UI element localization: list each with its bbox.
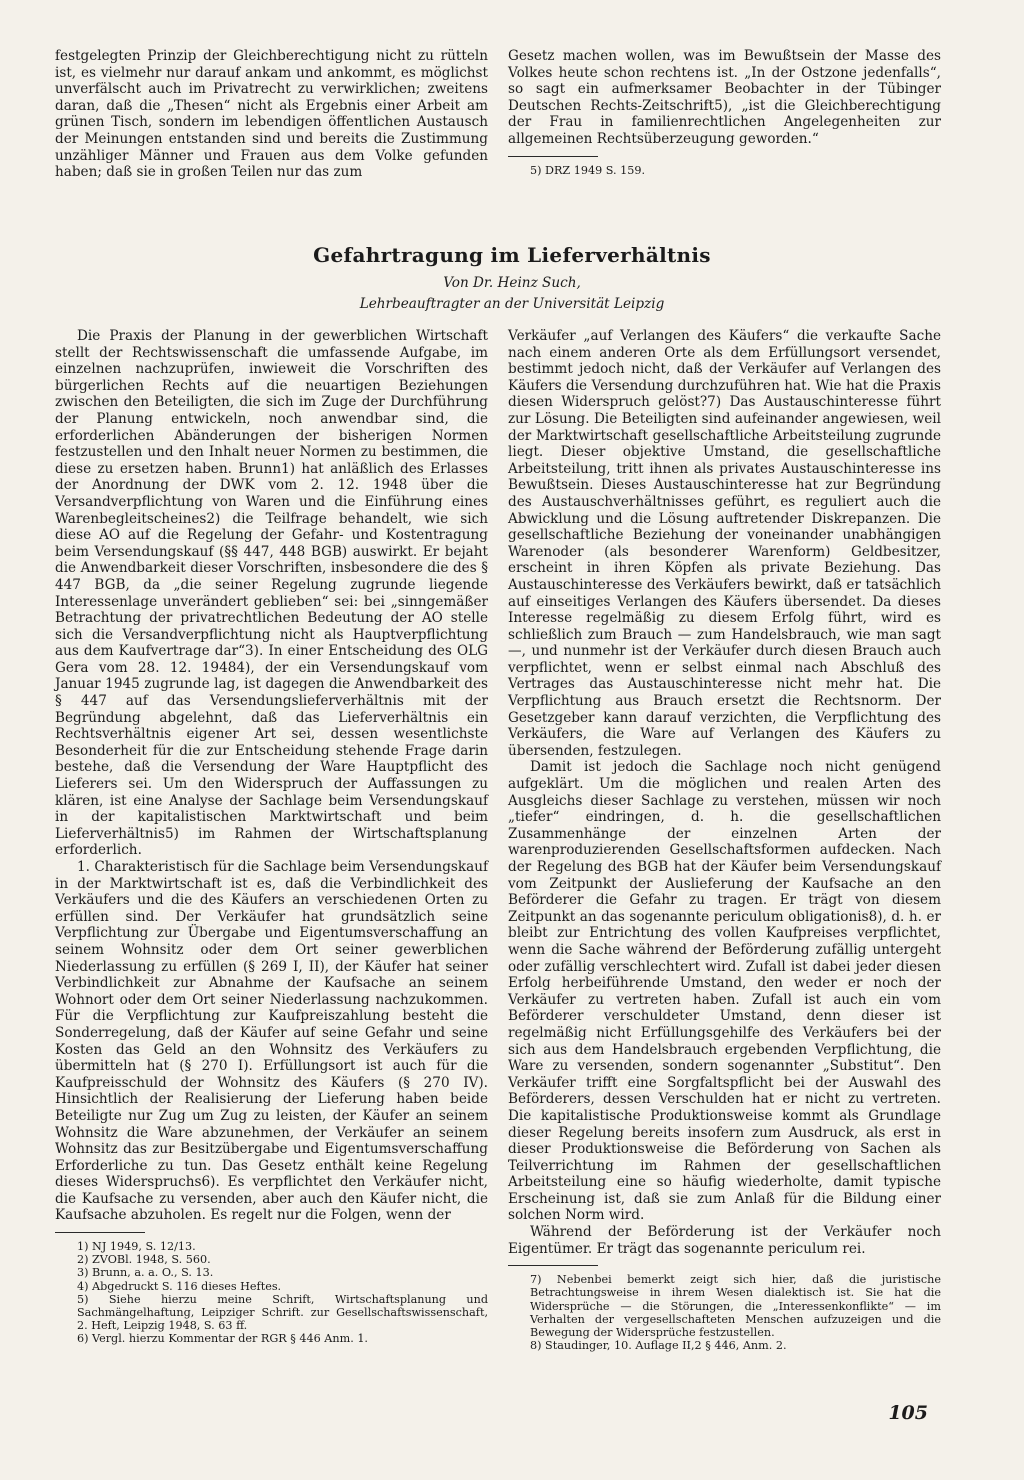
- continuation-left-paragraph: festgelegten Prinzip der Gleichberechtigung nicht zu rütteln ist, es vielmehr nur darauf ankam und ankommt, es möglichst unverfälscht auch im Privatrecht zu verwirklichen; zweitens daran, daß die „Thesen“ nicht als Ergebnis einer Arbeit am grünen Tisch, sondern im lebendigen öffentlichen Austausch der Meinungen entstanden sind und bereits die Zustimmung unzähliger Männer und Frauen aus dem Volke gefunden haben; daß sie in großen Teilen nur das zum: [55, 48, 488, 181]
- footnote: 2) ZVOBl. 1948, S. 560.: [77, 1253, 211, 1267]
- footnote: 8) Staudinger, 10. Auflage II,2 § 446, Anm. 2.: [530, 1339, 787, 1353]
- article-affiliation: Lehrbeauftragter an der Universität Leipzig: [359, 296, 665, 312]
- page-number: 105: [888, 1402, 928, 1424]
- footnote: 3) Brunn, a. a. O., S. 13.: [77, 1266, 214, 1280]
- footnote-divider: [55, 1232, 145, 1233]
- footnote: 1) NJ 1949, S. 12/13.: [77, 1240, 196, 1254]
- continuation-right-paragraph: Gesetz machen wollen, was im Bewußtsein der Masse des Volkes heute schon rechtens ist. „In der Ostzone jedenfalls“, so sagt ein aufmerksamer Beobachter in der Tübinger Deutschen Rechts-Zeitschrift5), „ist die Gleichberechtigung der Frau in familienrechtlichen Angelegenheiten zur allgemeinen Rechtsüberzeugung geworden.“: [508, 48, 941, 147]
- body-paragraph: Damit ist jedoch die Sachlage noch nicht genügend aufgeklärt. Um die möglichen und realen Arten des Ausgleichs dieser Sachlage zu verstehen, müssen wir noch „tiefer“ eindringen, d. h. die gesellschaftlichen Zusammenhänge der einzelnen Arten der warenproduzierenden Gesellschaftsformen aufdecken. Nach der Regelung des BGB hat der Käufer beim Versendungskauf vom Zeitpunkt der Auslieferung der Kaufsache an den Beförderer die Gefahr zu tragen. Er trägt von diesem Zeitpunkt an das sogenannte periculum obligationis8), d. h. er bleibt zur Entrichtung des vollen Kaufpreises verpflichtet, wenn die Sache während der Beförderung zufällig untergeht oder zufällig verschlechtert wird. Zufall ist dabei jeder diesen Erfolg herbeiführende Umstand, den weder er noch der Verkäufer zu vertreten haben. Zufall ist auch ein vom Beförderer verschuldeter Umstand, denn dieser ist regelmäßig nicht Erfüllungsgehilfe des Verkäufers bei der sich aus dem Handelsbrauch ergebenden Verpflichtung, die Ware zu versenden, sondern sogenannter „Substitut“. Den Verkäufer trifft eine Sorgfaltspflicht bei der Auswahl des Beförderers, dessen Verschulden hat er nicht zu vertreten. Die kapitalistische Produktionsweise kommt als Grundlage dieser Regelung bereits insofern zum Ausdruck, als erst in dieser Produktionsweise die Beförderung von Sachen als Teilverrichtung im Rahmen der gesellschaftlichen Arbeitsteilung eine so häufig wiederholte, damit typische Erscheinung ist, daß sie zum Anlaß für die Bildung einer solchen Norm wird.: [508, 759, 941, 1224]
- body-paragraph: 1. Charakteristisch für die Sachlage beim Versendungskauf in der Marktwirtschaft ist es, daß die Verbindlichkeit des Verkäufers und die des Käufers an verschiedenen Orten zu erfüllen sind. Der Verkäufer hat grundsätzlich seine Verpflichtung zur Übergabe und Eigentumsverschaffung an seinem Wohnsitz oder dem Ort seiner gewerblichen Niederlassung zu erfüllen (§ 269 I, II), der Käufer hat seiner Verbindlichkeit zur Abnahme der Kaufsache an seinem Wohnort oder dem Ort seiner Niederlassung nachzukommen. Für die Verpflichtung zur Kaufpreiszahlung besteht die Sonderregelung, daß der Käufer auf seine Gefahr und seine Kosten das Geld an den Wohnsitz des Verkäufers zu übermitteln hat (§ 270 I). Erfüllungsort ist auch für die Kaufpreisschuld der Wohnsitz des Käufers (§ 270 IV). Hinsichtlich der Realisierung der Lieferung haben beide Beteiligte nur Zug um Zug zu leisten, der Käufer an seinem Wohnsitz die Ware abzunehmen, der Verkäufer an seinem Wohnsitz das zur Besitzübergabe und Eigentumsverschaffung Erforderliche zu tun. Das Gesetz enthält keine Regelung dieses Widerspruchs6). Es verpflichtet den Verkäufer nicht, die Kaufsache zu versenden, aber auch den Käufer nicht, die Kaufsache abzuholen. Es regelt nur die Folgen, wenn der: [55, 859, 488, 1224]
- footnote: 6) Vergl. hierzu Kommentar der RGR § 446 Anm. 1.: [77, 1332, 368, 1346]
- body-paragraph: Die Praxis der Planung in der gewerblichen Wirtschaft stellt der Rechtswissenschaft die umfassende Aufgabe, im einzelnen nachzuprüfen, inwieweit die Vorschriften des bürgerlichen Rechts auf die neuartigen Beziehungen zwischen den Beteiligten, die sich im Zuge der Durchführung der Planung entwickeln, noch anwendbar sind, die erforderlichen Abänderungen der bisherigen Normen festzustellen und den Inhalt neuer Normen zu bestimmen, die diese zu ersetzen haben. Brunn1) hat anläßlich des Erlasses der Anordnung der DWK vom 2. 12. 1948 über die Versandverpflichtung von Waren und die Einführung eines Warenbegleitscheines2) die Teilfrage behandelt, wie sich diese AO auf die Regelung der Gefahr- und Kostentragung beim Versendungskauf (§§ 447, 448 BGB) auswirkt. Er bejaht die Anwendbarkeit dieser Vorschriften, insbesondere die des § 447 BGB, da „die seiner Regelung zugrunde liegende Interessenlage unverändert geblieben“ sei: bei „sinngemäßer Betrachtung der privatrechtlichen Bedeutung der AO stelle sich die Versandverpflichtung nicht als Hauptverpflichtung aus dem Kaufvertrage dar“3). In einer Entscheidung des OLG Gera vom 28. 12. 19484), der ein Versendungskauf vom Januar 1945 zugrunde lag, ist dagegen die Anwendbarkeit des § 447 auf das Versendungslieferverhältnis mit der Begründung abgelehnt, daß das Lieferverhältnis ein Rechtsverhältnis eigener Art sei, dessen wesentlichste Besonderheit für die zur Entscheidung stehende Frage darin bestehe, daß die Versendung der Ware Hauptpflicht des Lieferers sei. Um den Widerspruch der Auffassungen zu klären, ist eine Analyse der Sachlage beim Versendungskauf in der kapitalistischen Marktwirtschaft und beim Lieferverhältnis5) im Rahmen der Wirtschaftsplanung erforderlich.: [55, 328, 488, 859]
- footnote: 4) Abgedruckt S. 116 dieses Heftes.: [77, 1279, 282, 1293]
- article-author: Von Dr. Heinz Such,: [443, 275, 581, 291]
- footnote-divider: [508, 1265, 598, 1266]
- continuation-right-column: [508, 48, 941, 177]
- body-right-column: [508, 328, 941, 1352]
- footnotes-right: [508, 1273, 941, 1352]
- article-title: Gefahrtragung im Lieferverhältnis: [313, 243, 711, 267]
- footnote-divider: [508, 156, 598, 157]
- body-left-column: [55, 328, 488, 1346]
- body-paragraph: Verkäufer „auf Verlangen des Käufers“ die verkaufte Sache nach einem anderen Orte als dem Erfüllungsort versendet, bestimmt jedoch nicht, daß der Verkäufer auf Verlangen des Käufers die Versendung durchzuführen hat. Wie hat die Praxis diesen Widerspruch gelöst?7) Das Austauschinteresse führt zur Lösung. Die Beteiligten sind aufeinander angewiesen, weil der Marktwirtschaft gesellschaftliche Arbeitsteilung zugrunde liegt. Dieser objektive Umstand, die gesellschaftliche Arbeitsteilung, tritt ihnen als privates Austauschinteresse ins Bewußtsein. Dieses Austauschinteresse hat zur Begründung des Austauschverhältnisses geführt, es reguliert auch die Abwicklung und die Lösung auftretender Diskrepanzen. Die gesellschaftliche Beziehung der voneinander unabhängigen Warenoder (als besonderer Warenform) Geldbesitzer, erscheint in ihren Köpfen als private Beziehung. Das Austauschinteresse des Verkäufers bewirkt, daß er tatsächlich auf einseitiges Verlangen des Käufers übersendet. Da dieses Interesse regelmäßig zu diesem Erfolg führt, wird es schließlich zum Brauch — zum Handelsbrauch, wie man sagt —, und nunmehr ist der Verkäufer durch diesen Brauch auch verpflichtet, wenn er selbst einmal nach Abschluß des Vertrages das Austauschinteresse nicht mehr hat. Die Verpflichtung aus Brauch ersetzt die Rechtsnorm. Der Gesetzgeber kann darauf verzichten, die Verpflichtung des Verkäufers, die Ware auf Verlangen des Käufers zu übersenden, festzulegen.: [508, 328, 941, 759]
- footnote: 7) Nebenbei bemerkt zeigt sich hier, daß die juristische Betrachtungsweise in ihrem Wesen dialektisch ist. Sie hat die Widersprüche — die Störungen, die „Interessenkonflikte“ — im Verhalten der vergesellschafteten Menschen aufzuzeigen und die Bewegung der Widersprüche festzustellen.: [530, 1273, 941, 1340]
- footnote: 5) DRZ 1949 S. 159.: [530, 163, 646, 177]
- footnote: 5) Siehe hierzu meine Schrift, Wirtschaftsplanung und Sachmängelhaftung, Leipziger Schrift. zur Gesellschaftswissenschaft, 2. Heft, Leipzig 1948, S. 63 ff.: [77, 1292, 488, 1333]
- body-paragraph: Während der Beförderung ist der Verkäufer noch Eigentümer. Er trägt das sogenannte periculum rei.: [508, 1224, 941, 1257]
- footnotes-left: [55, 1240, 488, 1346]
- continuation-left-column: [55, 48, 488, 181]
